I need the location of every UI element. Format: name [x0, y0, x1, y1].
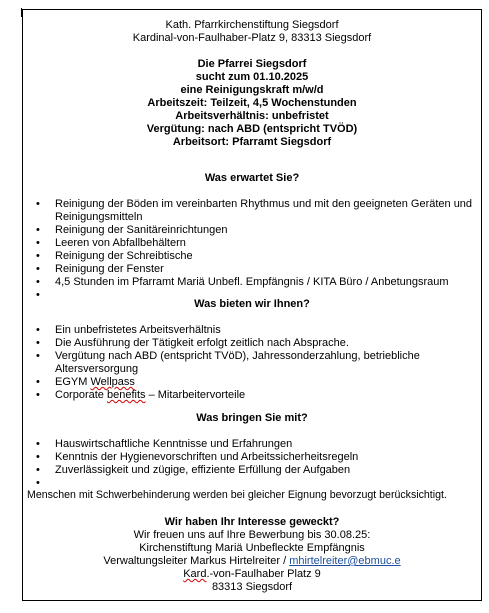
bullet-icon: •: [36, 324, 40, 336]
list-item: [36, 250, 476, 263]
contact-heading: Wir haben Ihr Interesse geweckt?: [164, 516, 340, 528]
spellcheck-word: Wellpass: [90, 376, 135, 388]
list-item-text: Die Ausführung der Tätigkeit erfolgt zeitlich nach Absprache.: [55, 337, 349, 349]
list-item: [36, 276, 476, 289]
section-heading-requirements: Was bringen Sie mit?: [196, 412, 308, 424]
list-item: [36, 337, 476, 350]
contact-street: [22, 568, 482, 581]
list-item-text: Vergütung nach ABD (entspricht TVöD), Jahressonderzahlung, betriebliche Altersversorgung: [55, 350, 420, 375]
list-item: [36, 350, 476, 376]
bullet-icon: •: [36, 350, 40, 362]
list-item-text: EGYM: [55, 376, 91, 388]
bullet-icon: •: [36, 337, 40, 349]
list-item-text: 4,5 Stunden im Pfarramt Mariä Unbefl. Empfängnis / KITA Büro / Anbetungsraum: [55, 276, 449, 288]
bullet-icon: •: [36, 389, 40, 401]
list-item-text: Leeren von Abfallbehältern: [55, 237, 186, 249]
text-cursor: [21, 8, 22, 17]
list-item-text: Zuverlässigkeit und zügige, effiziente Erfüllung der Aufgaben: [55, 464, 351, 476]
bullet-icon: •: [36, 276, 40, 288]
org-name: Kath. Pfarrkirchenstiftung Siegsdorf: [165, 19, 339, 31]
list-item: [36, 438, 476, 451]
bullet-icon: •: [36, 263, 40, 275]
bullet-icon: •: [36, 477, 40, 489]
bullet-icon: •: [36, 224, 40, 236]
list-item: [36, 224, 476, 237]
job-hours: Arbeitszeit: Teilzeit, 4,5 Wochenstunden: [147, 97, 357, 109]
list-item-text: Kenntnis der Hygienevorschriften und Arbeitssicherheitsregeln: [55, 451, 359, 463]
list-item-text: Corporate: [55, 389, 107, 401]
list-item-text: Ein unbefristetes Arbeitsverhältnis: [55, 324, 221, 336]
contact-deadline: Wir freuen uns auf Ihre Bewerbung bis 30.08.25:: [133, 529, 371, 541]
bullet-icon: •: [36, 289, 40, 301]
list-item-text: – Mitarbeitervorteile: [145, 389, 246, 401]
email-link[interactable]: mhirtelreiter@ebmuc.e: [289, 555, 401, 567]
list-item: [36, 198, 476, 224]
contact-person-text: Verwaltungsleiter Markus Hirtelreiter /: [103, 555, 290, 567]
list-item: [36, 237, 476, 250]
bullet-icon: •: [36, 376, 40, 388]
job-title: eine Reinigungskraft m/w/d: [180, 84, 324, 96]
requirements-list: [36, 438, 476, 490]
list-item-text: Hauswirtschaftliche Kenntnisse und Erfahrungen: [55, 438, 293, 450]
job-contract: Arbeitsverhältnis: unbefristet: [175, 110, 329, 122]
list-item: [36, 324, 476, 337]
job-pay: Vergütung: nach ABD (entspricht TVÖD): [146, 123, 358, 135]
job-date: sucht zum 01.10.2025: [195, 71, 309, 83]
bullet-icon: •: [36, 438, 40, 450]
job-parish: Die Pfarrei Siegsdorf: [197, 58, 307, 70]
list-item-text: Reinigung der Schreibtische: [55, 250, 193, 262]
contact-person: [22, 555, 482, 568]
contact-org: Kirchenstiftung Mariä Unbefleckte Empfängnis: [139, 542, 365, 554]
section-heading-offer: Was bieten wir Ihnen?: [194, 298, 310, 310]
list-item-text: Reinigung der Fenster: [55, 263, 164, 275]
expectations-list: [36, 198, 476, 302]
list-item: [36, 464, 476, 477]
org-address: Kardinal-von-Faulhaber-Platz 9, 83313 Siegsdorf: [132, 32, 372, 44]
bullet-icon: •: [36, 198, 40, 210]
disability-note: Menschen mit Schwerbehinderung werden bei gleicher Eignung bevorzugt berücksichtigt.: [27, 489, 447, 501]
spellcheck-word: benefits: [106, 389, 146, 401]
section-heading-expectations: Was erwartet Sie?: [204, 172, 300, 184]
list-item: [36, 376, 476, 389]
offer-list: [36, 324, 476, 402]
list-item: [36, 389, 476, 402]
list-item: [36, 451, 476, 464]
job-location: Arbeitsort: Pfarramt Siegsdorf: [172, 136, 332, 148]
bullet-icon: •: [36, 250, 40, 262]
bullet-icon: •: [36, 464, 40, 476]
spellcheck-word: Kard: [183, 568, 207, 580]
contact-city: 83313 Siegsdorf: [211, 581, 293, 593]
bullet-icon: •: [36, 237, 40, 249]
list-item: [36, 263, 476, 276]
bullet-icon: •: [36, 451, 40, 463]
contact-street-text: .-von-Faulhaber Platz 9: [206, 568, 321, 580]
list-item-text: Reinigung der Sanitäreinrichtungen: [55, 224, 228, 236]
list-item-text: Reinigung der Böden im vereinbarten Rhythmus und mit den geeigneten Geräten und Reinigungsmitteln: [55, 198, 473, 223]
